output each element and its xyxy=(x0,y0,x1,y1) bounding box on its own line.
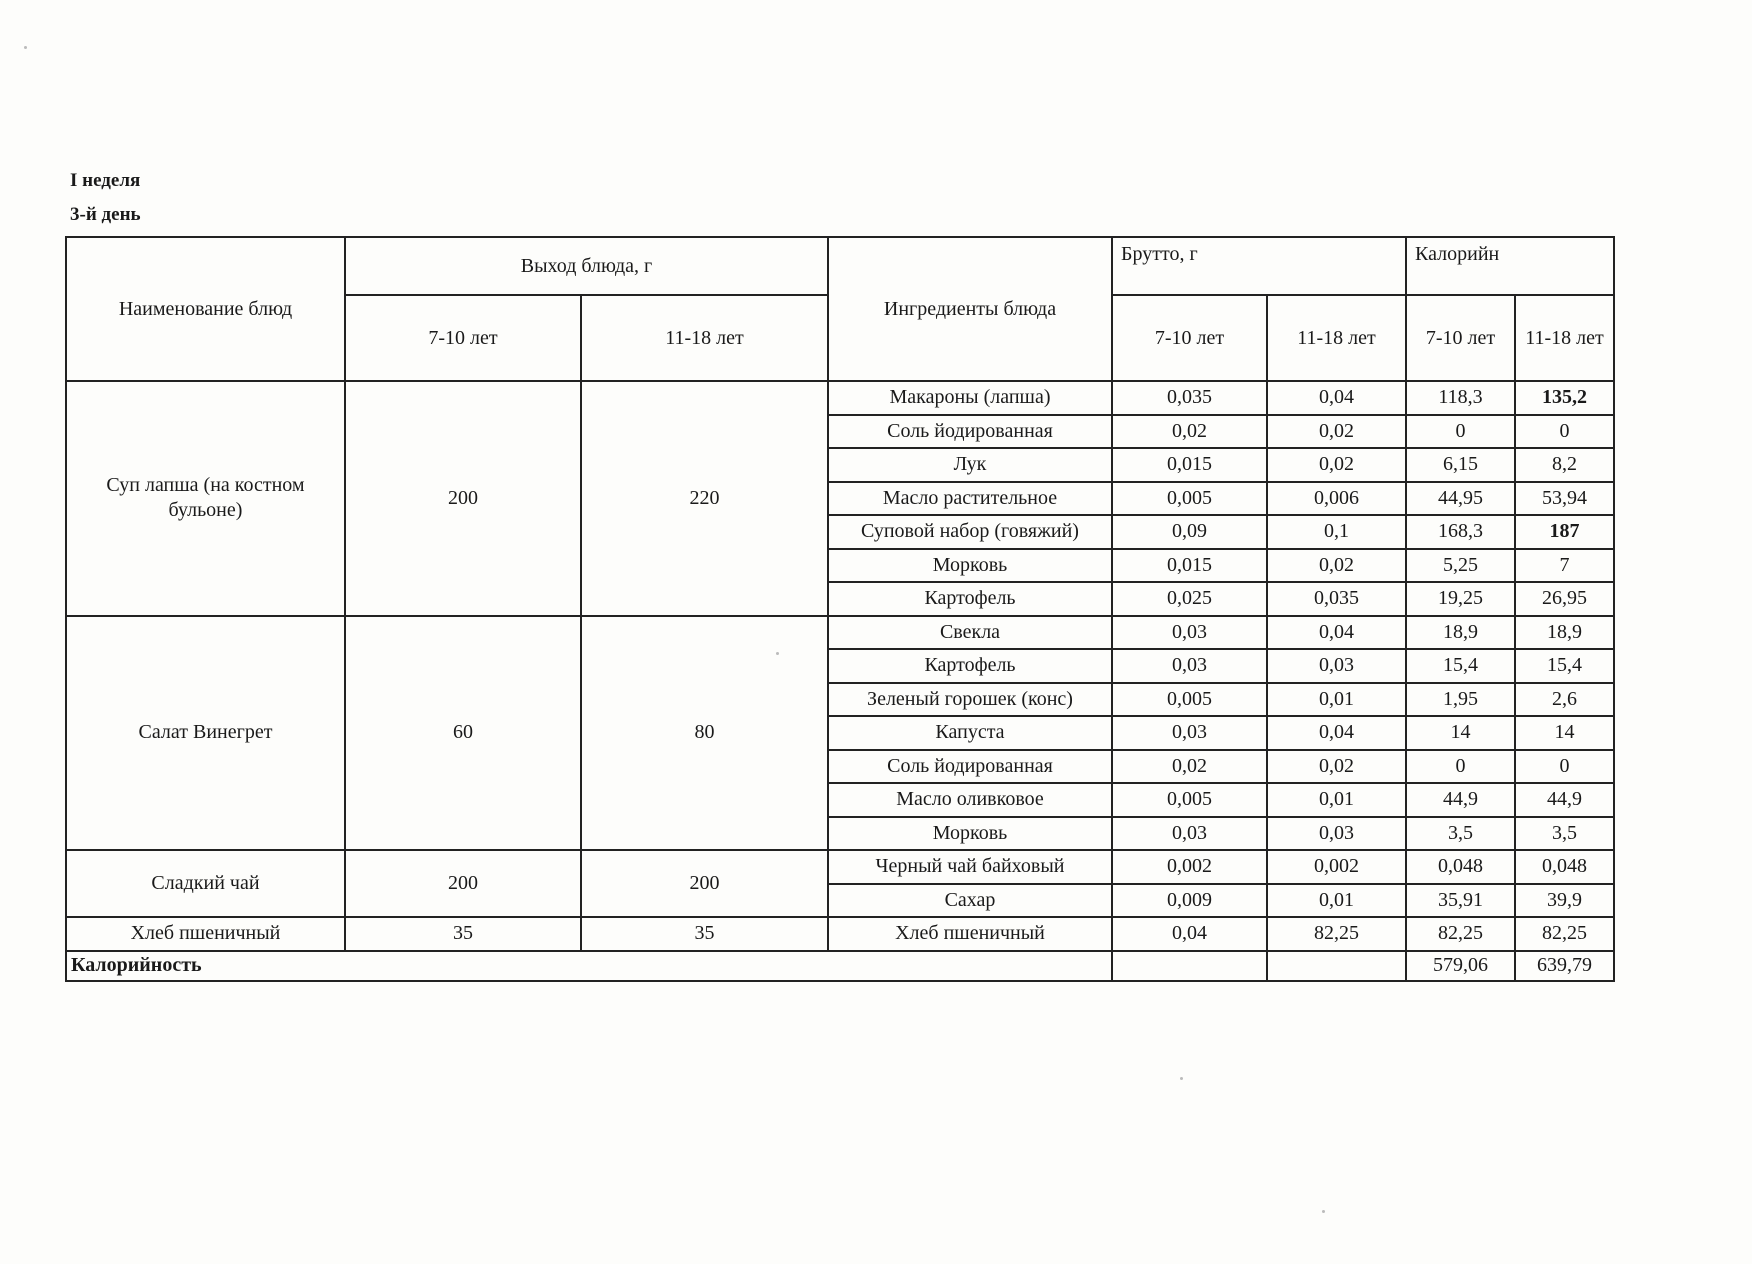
dish-output-7-10: 200 xyxy=(345,381,581,616)
calories-11-18: 44,9 xyxy=(1515,783,1614,817)
header-output: Выход блюда, г xyxy=(345,237,828,295)
calories-11-18: 39,9 xyxy=(1515,884,1614,918)
gross-7-10: 0,03 xyxy=(1112,616,1267,650)
calories-11-18: 135,2 xyxy=(1515,381,1614,415)
ingredient-row xyxy=(66,616,1614,650)
calories-7-10: 14 xyxy=(1406,716,1515,750)
gross-7-10: 0,09 xyxy=(1112,515,1267,549)
calories-7-10: 44,95 xyxy=(1406,482,1515,516)
header-calories-11-18: 11-18 лет xyxy=(1515,295,1614,381)
week-heading: I неделя xyxy=(70,170,141,191)
gross-7-10: 0,02 xyxy=(1112,750,1267,784)
total-calories-11-18: 639,79 xyxy=(1515,951,1614,981)
header-output-7-10: 7-10 лет xyxy=(345,295,581,381)
day-heading: 3-й день xyxy=(70,204,141,225)
scan-speck xyxy=(1180,1077,1183,1080)
scan-speck xyxy=(24,46,27,49)
dish-name-cell: Салат Винегрет xyxy=(66,616,345,851)
gross-7-10: 0,005 xyxy=(1112,783,1267,817)
header-calories-7-10: 7-10 лет xyxy=(1406,295,1515,381)
gross-11-18: 0,04 xyxy=(1267,716,1406,750)
ingredient-name: Картофель xyxy=(828,649,1112,683)
gross-11-18: 0,01 xyxy=(1267,783,1406,817)
calories-11-18: 18,9 xyxy=(1515,616,1614,650)
gross-11-18: 0,03 xyxy=(1267,817,1406,851)
ingredient-row xyxy=(66,917,1614,951)
calories-7-10: 3,5 xyxy=(1406,817,1515,851)
gross-11-18: 0,002 xyxy=(1267,850,1406,884)
header-gross: Брутто, г xyxy=(1112,237,1406,295)
calories-11-18: 0,048 xyxy=(1515,850,1614,884)
gross-7-10: 0,02 xyxy=(1112,415,1267,449)
gross-7-10: 0,03 xyxy=(1112,716,1267,750)
menu-table xyxy=(65,236,1615,982)
calories-11-18: 7 xyxy=(1515,549,1614,583)
gross-11-18: 0,02 xyxy=(1267,415,1406,449)
calories-11-18: 3,5 xyxy=(1515,817,1614,851)
gross-7-10: 0,015 xyxy=(1112,549,1267,583)
ingredient-name: Свекла xyxy=(828,616,1112,650)
dish-output-7-10: 200 xyxy=(345,850,581,917)
calories-11-18: 0 xyxy=(1515,415,1614,449)
dish-name-cell: Суп лапша (на костном бульоне) xyxy=(66,381,345,616)
gross-7-10: 0,005 xyxy=(1112,482,1267,516)
ingredient-name: Сахар xyxy=(828,884,1112,918)
dish-output-11-18: 35 xyxy=(581,917,828,951)
ingredient-name: Соль йодированная xyxy=(828,415,1112,449)
dish-name-cell: Сладкий чай xyxy=(66,850,345,917)
scan-speck xyxy=(1322,1210,1325,1213)
gross-11-18: 0,02 xyxy=(1267,549,1406,583)
calories-7-10: 5,25 xyxy=(1406,549,1515,583)
calories-7-10: 18,9 xyxy=(1406,616,1515,650)
gross-11-18: 0,04 xyxy=(1267,616,1406,650)
gross-11-18: 0,1 xyxy=(1267,515,1406,549)
calories-7-10: 35,91 xyxy=(1406,884,1515,918)
dish-output-7-10: 35 xyxy=(345,917,581,951)
calories-11-18: 0 xyxy=(1515,750,1614,784)
calories-7-10: 44,9 xyxy=(1406,783,1515,817)
total-row xyxy=(66,951,1614,981)
ingredient-name: Морковь xyxy=(828,549,1112,583)
gross-11-18: 0,035 xyxy=(1267,582,1406,616)
calories-7-10: 19,25 xyxy=(1406,582,1515,616)
ingredient-name: Масло оливковое xyxy=(828,783,1112,817)
calories-7-10: 15,4 xyxy=(1406,649,1515,683)
header-output-11-18: 11-18 лет xyxy=(581,295,828,381)
calories-11-18: 14 xyxy=(1515,716,1614,750)
calories-11-18: 187 xyxy=(1515,515,1614,549)
total-gross-11-18 xyxy=(1267,951,1406,981)
calories-7-10: 168,3 xyxy=(1406,515,1515,549)
gross-11-18: 0,03 xyxy=(1267,649,1406,683)
ingredient-row xyxy=(66,850,1614,884)
ingredient-name: Масло растительное xyxy=(828,482,1112,516)
gross-7-10: 0,035 xyxy=(1112,381,1267,415)
gross-11-18: 0,02 xyxy=(1267,448,1406,482)
calories-7-10: 0 xyxy=(1406,415,1515,449)
ingredient-name: Суповой набор (говяжий) xyxy=(828,515,1112,549)
header-gross-11-18: 11-18 лет xyxy=(1267,295,1406,381)
ingredient-name: Зеленый горошек (конс) xyxy=(828,683,1112,717)
gross-7-10: 0,03 xyxy=(1112,649,1267,683)
calories-11-18: 26,95 xyxy=(1515,582,1614,616)
total-label: Калорийность xyxy=(66,951,1112,981)
calories-7-10: 0 xyxy=(1406,750,1515,784)
ingredient-name: Черный чай байховый xyxy=(828,850,1112,884)
gross-7-10: 0,015 xyxy=(1112,448,1267,482)
header-gross-7-10: 7-10 лет xyxy=(1112,295,1267,381)
calories-11-18: 2,6 xyxy=(1515,683,1614,717)
gross-7-10: 0,025 xyxy=(1112,582,1267,616)
total-calories-7-10: 579,06 xyxy=(1406,951,1515,981)
gross-7-10: 0,03 xyxy=(1112,817,1267,851)
total-gross-7-10 xyxy=(1112,951,1267,981)
gross-11-18: 0,006 xyxy=(1267,482,1406,516)
ingredient-name: Морковь xyxy=(828,817,1112,851)
ingredient-name: Картофель xyxy=(828,582,1112,616)
gross-11-18: 0,01 xyxy=(1267,884,1406,918)
gross-11-18: 0,02 xyxy=(1267,750,1406,784)
ingredient-name: Макароны (лапша) xyxy=(828,381,1112,415)
calories-7-10: 82,25 xyxy=(1406,917,1515,951)
calories-7-10: 0,048 xyxy=(1406,850,1515,884)
dish-output-7-10: 60 xyxy=(345,616,581,851)
ingredient-name: Капуста xyxy=(828,716,1112,750)
calories-11-18: 8,2 xyxy=(1515,448,1614,482)
calories-7-10: 118,3 xyxy=(1406,381,1515,415)
header-calories: Калорийн xyxy=(1406,237,1614,295)
ingredient-name: Соль йодированная xyxy=(828,750,1112,784)
calories-11-18: 53,94 xyxy=(1515,482,1614,516)
gross-7-10: 0,005 xyxy=(1112,683,1267,717)
ingredient-name: Хлеб пшеничный xyxy=(828,917,1112,951)
gross-11-18: 0,01 xyxy=(1267,683,1406,717)
ingredient-name: Лук xyxy=(828,448,1112,482)
header-ingredients: Ингредиенты блюда xyxy=(828,237,1112,381)
dish-output-11-18: 200 xyxy=(581,850,828,917)
gross-7-10: 0,04 xyxy=(1112,917,1267,951)
scan-speck xyxy=(776,652,779,655)
gross-7-10: 0,009 xyxy=(1112,884,1267,918)
gross-7-10: 0,002 xyxy=(1112,850,1267,884)
ingredient-row xyxy=(66,381,1614,415)
calories-7-10: 1,95 xyxy=(1406,683,1515,717)
header-dish-name: Наименование блюд xyxy=(66,237,345,381)
gross-11-18: 0,04 xyxy=(1267,381,1406,415)
gross-11-18: 82,25 xyxy=(1267,917,1406,951)
calories-11-18: 82,25 xyxy=(1515,917,1614,951)
dish-output-11-18: 80 xyxy=(581,616,828,851)
calories-7-10: 6,15 xyxy=(1406,448,1515,482)
dish-output-11-18: 220 xyxy=(581,381,828,616)
calories-11-18: 15,4 xyxy=(1515,649,1614,683)
dish-name-cell: Хлеб пшеничный xyxy=(66,917,345,951)
